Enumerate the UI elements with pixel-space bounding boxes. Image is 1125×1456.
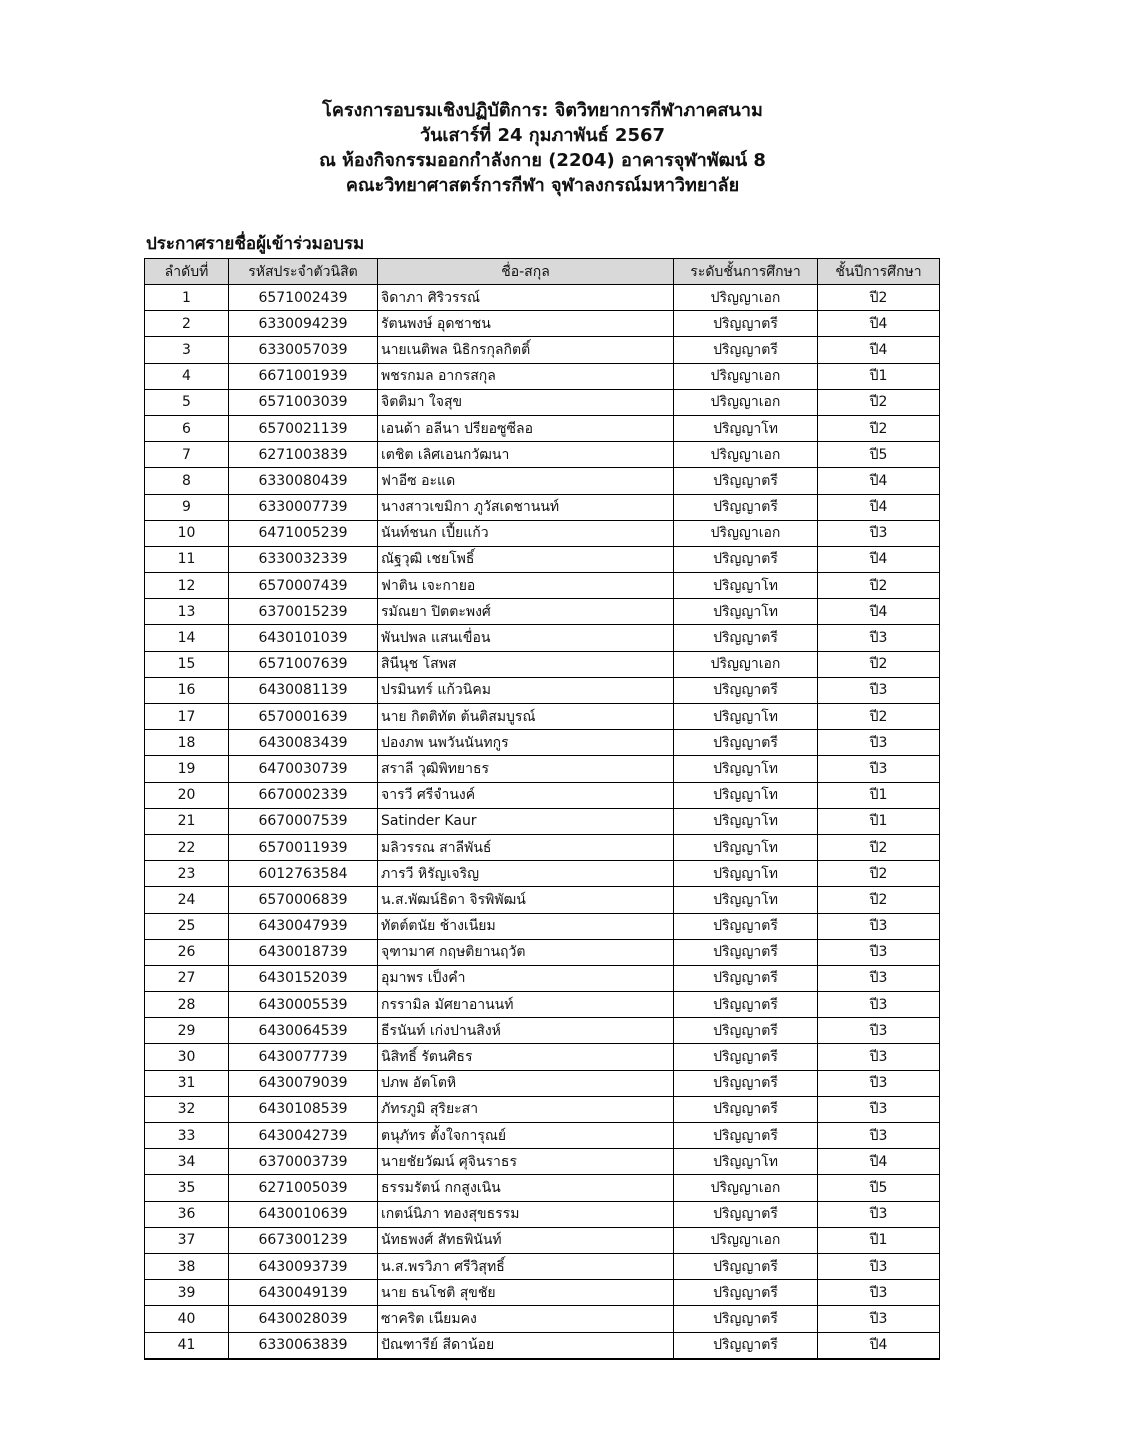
study-year-cell: ปี3: [818, 965, 940, 991]
study-year-cell: ปี4: [818, 468, 940, 494]
degree-level-cell: ปริญญาโท: [674, 756, 818, 782]
table-row: [145, 285, 940, 311]
table-header-row: [145, 259, 940, 285]
degree-level-cell: ปริญญาโท: [674, 834, 818, 860]
row-number-cell: 28: [145, 992, 229, 1018]
row-number-cell: 37: [145, 1227, 229, 1253]
table-row: [145, 1306, 940, 1332]
row-number-cell: 29: [145, 1018, 229, 1044]
student-name-cell: นาย กิตติทัต ต้นติสมบูรณ์: [378, 704, 674, 730]
row-number-cell: 7: [145, 442, 229, 468]
document-header: [0, 98, 1085, 198]
row-number-cell: 34: [145, 1149, 229, 1175]
row-number-cell: 41: [145, 1332, 229, 1359]
row-number-cell: 20: [145, 782, 229, 808]
student-id-cell: 6330094239: [229, 311, 378, 337]
degree-level-cell: ปริญญาเอก: [674, 389, 818, 415]
student-name-cell: ซาคริต เนียมคง: [378, 1306, 674, 1332]
degree-level-cell: ปริญญาตรี: [674, 311, 818, 337]
table-row: [145, 808, 940, 834]
student-id-cell: 6330032339: [229, 546, 378, 572]
degree-level-cell: ปริญญาโท: [674, 573, 818, 599]
participant-table: [144, 258, 940, 1360]
student-name-cell: ปภพ อัตโตหิ: [378, 1070, 674, 1096]
row-number-cell: 22: [145, 834, 229, 860]
study-year-cell: ปี3: [818, 939, 940, 965]
student-id-cell: 6570007439: [229, 573, 378, 599]
degree-level-cell: ปริญญาตรี: [674, 913, 818, 939]
table-row: [145, 1280, 940, 1306]
table-row: [145, 992, 940, 1018]
row-number-cell: 31: [145, 1070, 229, 1096]
student-id-cell: 6271003839: [229, 442, 378, 468]
row-number-cell: 15: [145, 651, 229, 677]
degree-level-cell: ปริญญาตรี: [674, 730, 818, 756]
study-year-cell: ปี2: [818, 861, 940, 887]
study-year-cell: ปี2: [818, 834, 940, 860]
table-row: [145, 337, 940, 363]
study-year-cell: ปี3: [818, 1280, 940, 1306]
row-number-cell: 2: [145, 311, 229, 337]
table-row: [145, 1123, 940, 1149]
student-name-cell: พชรกมล อากรสกุล: [378, 363, 674, 389]
degree-level-cell: ปริญญาโท: [674, 887, 818, 913]
row-number-cell: 23: [145, 861, 229, 887]
row-number-cell: 40: [145, 1306, 229, 1332]
student-name-cell: จุฑามาศ กฤษติยานฤวัต: [378, 939, 674, 965]
degree-level-cell: ปริญญาเอก: [674, 285, 818, 311]
student-name-cell: นายชัยวัฒน์ ศุจินราธร: [378, 1149, 674, 1175]
row-number-cell: 10: [145, 520, 229, 546]
table-row: [145, 861, 940, 887]
table-row: [145, 363, 940, 389]
student-name-cell: จารวี ศรีจำนงค์: [378, 782, 674, 808]
header-project-title: โครงการอบรมเชิงปฏิบัติการ: จิตวิทยาการกีฬาภาคสนาม: [322, 100, 763, 121]
degree-level-cell: ปริญญาตรี: [674, 1280, 818, 1306]
table-row: [145, 1149, 940, 1175]
student-id-cell: 6330063839: [229, 1332, 378, 1359]
table-row: [145, 573, 940, 599]
study-year-cell: ปี3: [818, 1306, 940, 1332]
degree-level-cell: ปริญญาตรี: [674, 992, 818, 1018]
student-id-cell: 6570011939: [229, 834, 378, 860]
student-id-cell: 6370003739: [229, 1149, 378, 1175]
row-number-cell: 32: [145, 1096, 229, 1122]
table-row: [145, 677, 940, 703]
student-id-cell: 6430018739: [229, 939, 378, 965]
student-name-cell: Satinder Kaur: [378, 808, 674, 834]
table-row: [145, 415, 940, 441]
table-row: [145, 651, 940, 677]
student-name-cell: นางสาวเขมิกา ภูวัสเดชานนท์: [378, 494, 674, 520]
student-id-cell: 6330080439: [229, 468, 378, 494]
table-row: [145, 887, 940, 913]
table-row: [145, 1253, 940, 1279]
table-row: [145, 494, 940, 520]
student-id-cell: 6330007739: [229, 494, 378, 520]
student-id-cell: 6430077739: [229, 1044, 378, 1070]
student-name-cell: ภัทรภูมิ สุริยะสา: [378, 1096, 674, 1122]
table-row: [145, 1175, 940, 1201]
student-id-cell: 6430101039: [229, 625, 378, 651]
header-date: วันเสาร์ที่ 24 กุมภาพันธ์ 2567: [419, 125, 666, 146]
student-name-cell: สราลี วุฒิพิทยาธร: [378, 756, 674, 782]
table-row: [145, 730, 940, 756]
student-id-cell: 6571002439: [229, 285, 378, 311]
study-year-cell: ปี2: [818, 285, 940, 311]
student-id-cell: 6430042739: [229, 1123, 378, 1149]
study-year-cell: ปี3: [818, 756, 940, 782]
row-number-cell: 35: [145, 1175, 229, 1201]
student-name-cell: ปองภพ นพวันนันทกูร: [378, 730, 674, 756]
degree-level-cell: ปริญญาโท: [674, 808, 818, 834]
degree-level-cell: ปริญญาตรี: [674, 1332, 818, 1359]
study-year-cell: ปี2: [818, 704, 940, 730]
degree-level-cell: ปริญญาโท: [674, 415, 818, 441]
student-id-cell: 6430083439: [229, 730, 378, 756]
table-row: [145, 1018, 940, 1044]
student-id-cell: 6471005239: [229, 520, 378, 546]
student-name-cell: นันท์ชนก เปี้ยแก้ว: [378, 520, 674, 546]
table-row: [145, 1044, 940, 1070]
study-year-cell: ปี3: [818, 520, 940, 546]
student-id-cell: 6571003039: [229, 389, 378, 415]
degree-level-cell: ปริญญาโท: [674, 599, 818, 625]
student-id-cell: 6430047939: [229, 913, 378, 939]
student-id-cell: 6430005539: [229, 992, 378, 1018]
row-number-cell: 36: [145, 1201, 229, 1227]
degree-level-cell: ปริญญาเอก: [674, 363, 818, 389]
student-id-cell: 6673001239: [229, 1227, 378, 1253]
table-row: [145, 599, 940, 625]
student-name-cell: จิดาภา ศิริวรรณ์: [378, 285, 674, 311]
degree-level-cell: ปริญญาตรี: [674, 1096, 818, 1122]
table-body: [145, 285, 940, 1359]
student-name-cell: เอนด้า อลีนา ปรียอซูซีลอ: [378, 415, 674, 441]
student-name-cell: ทัตต์ตนัย ช้างเนียม: [378, 913, 674, 939]
column-header-degree-level: ระดับชั้นการศึกษา: [674, 259, 818, 285]
study-year-cell: ปี3: [818, 1096, 940, 1122]
student-name-cell: กรรามิล มัศยาอานนท์: [378, 992, 674, 1018]
study-year-cell: ปี4: [818, 1149, 940, 1175]
study-year-cell: ปี4: [818, 546, 940, 572]
degree-level-cell: ปริญญาโท: [674, 782, 818, 808]
degree-level-cell: ปริญญาโท: [674, 704, 818, 730]
table-row: [145, 442, 940, 468]
degree-level-cell: ปริญญาเอก: [674, 442, 818, 468]
student-name-cell: นาย ธนโชติ สุขชัย: [378, 1280, 674, 1306]
student-name-cell: ปัณฑารีย์ สีดาน้อย: [378, 1332, 674, 1359]
study-year-cell: ปี3: [818, 1123, 940, 1149]
row-number-cell: 38: [145, 1253, 229, 1279]
study-year-cell: ปี1: [818, 782, 940, 808]
student-name-cell: จิตติมา ใจสุข: [378, 389, 674, 415]
table-row: [145, 704, 940, 730]
student-id-cell: 6670002339: [229, 782, 378, 808]
degree-level-cell: ปริญญาตรี: [674, 1044, 818, 1070]
student-name-cell: ธรรมรัตน์ กกสูงเนิน: [378, 1175, 674, 1201]
study-year-cell: ปี2: [818, 887, 940, 913]
degree-level-cell: ปริญญาตรี: [674, 625, 818, 651]
degree-level-cell: ปริญญาเอก: [674, 651, 818, 677]
study-year-cell: ปี3: [818, 1044, 940, 1070]
column-header-study-year: ชั้นปีการศึกษา: [818, 259, 940, 285]
table-row: [145, 913, 940, 939]
table-header: [145, 259, 940, 285]
table-row: [145, 756, 940, 782]
student-name-cell: พันปพล แสนเขื่อน: [378, 625, 674, 651]
degree-level-cell: ปริญญาตรี: [674, 965, 818, 991]
student-id-cell: 6670007539: [229, 808, 378, 834]
degree-level-cell: ปริญญาตรี: [674, 337, 818, 363]
table-row: [145, 546, 940, 572]
row-number-cell: 24: [145, 887, 229, 913]
table-row: [145, 1096, 940, 1122]
row-number-cell: 11: [145, 546, 229, 572]
degree-level-cell: ปริญญาโท: [674, 861, 818, 887]
degree-level-cell: ปริญญาตรี: [674, 1253, 818, 1279]
announcement-title: ประกาศรายชื่อผู้เข้าร่วมอบรม: [146, 234, 365, 254]
study-year-cell: ปี3: [818, 730, 940, 756]
row-number-cell: 9: [145, 494, 229, 520]
student-name-cell: ธีรนันท์ เก่งปานสิงห์: [378, 1018, 674, 1044]
student-id-cell: 6430049139: [229, 1280, 378, 1306]
student-id-cell: 6671001939: [229, 363, 378, 389]
student-id-cell: 6570006839: [229, 887, 378, 913]
degree-level-cell: ปริญญาตรี: [674, 1306, 818, 1332]
row-number-cell: 5: [145, 389, 229, 415]
row-number-cell: 19: [145, 756, 229, 782]
degree-level-cell: ปริญญาตรี: [674, 1123, 818, 1149]
row-number-cell: 17: [145, 704, 229, 730]
student-name-cell: ภารวี หิรัญเจริญ: [378, 861, 674, 887]
study-year-cell: ปี3: [818, 992, 940, 1018]
degree-level-cell: ปริญญาตรี: [674, 1201, 818, 1227]
degree-level-cell: ปริญญาเอก: [674, 520, 818, 546]
row-number-cell: 16: [145, 677, 229, 703]
student-id-cell: 6271005039: [229, 1175, 378, 1201]
student-name-cell: น.ส.พัฒน์ธิดา จิรพิพัฒน์: [378, 887, 674, 913]
study-year-cell: ปี4: [818, 494, 940, 520]
study-year-cell: ปี1: [818, 363, 940, 389]
row-number-cell: 6: [145, 415, 229, 441]
row-number-cell: 1: [145, 285, 229, 311]
student-id-cell: 6570001639: [229, 704, 378, 730]
header-faculty: คณะวิทยาศาสตร์การกีฬา จุฬาลงกรณ์มหาวิทยาลัย: [345, 175, 740, 196]
student-id-cell: 6330057039: [229, 337, 378, 363]
table-row: [145, 1332, 940, 1359]
student-id-cell: 6570021139: [229, 415, 378, 441]
student-name-cell: ฟาติน เจะกายอ: [378, 573, 674, 599]
study-year-cell: ปี2: [818, 573, 940, 599]
student-name-cell: นิสิทธิ์ รัตนศิธร: [378, 1044, 674, 1070]
student-name-cell: รัตนพงษ์ อุดชาชน: [378, 311, 674, 337]
table-row: [145, 1070, 940, 1096]
row-number-cell: 12: [145, 573, 229, 599]
student-id-cell: 6430010639: [229, 1201, 378, 1227]
table-row: [145, 389, 940, 415]
student-id-cell: 6430028039: [229, 1306, 378, 1332]
student-id-cell: 6571007639: [229, 651, 378, 677]
student-name-cell: เกตน์นิภา ทองสุขธรรม: [378, 1201, 674, 1227]
row-number-cell: 3: [145, 337, 229, 363]
student-name-cell: สินีนุช โสพส: [378, 651, 674, 677]
table-row: [145, 834, 940, 860]
study-year-cell: ปี2: [818, 651, 940, 677]
table-row: [145, 782, 940, 808]
column-header-full-name: ชื่อ-สกุล: [378, 259, 674, 285]
degree-level-cell: ปริญญาโท: [674, 1149, 818, 1175]
degree-level-cell: ปริญญาตรี: [674, 1070, 818, 1096]
table-row: [145, 311, 940, 337]
student-id-cell: 6430152039: [229, 965, 378, 991]
row-number-cell: 18: [145, 730, 229, 756]
study-year-cell: ปี4: [818, 337, 940, 363]
study-year-cell: ปี3: [818, 1070, 940, 1096]
study-year-cell: ปี4: [818, 1332, 940, 1359]
degree-level-cell: ปริญญาตรี: [674, 494, 818, 520]
study-year-cell: ปี3: [818, 1201, 940, 1227]
row-number-cell: 13: [145, 599, 229, 625]
study-year-cell: ปี4: [818, 599, 940, 625]
column-header-student-id: รหัสประจำตัวนิสิต: [229, 259, 378, 285]
student-id-cell: 6430108539: [229, 1096, 378, 1122]
row-number-cell: 30: [145, 1044, 229, 1070]
student-name-cell: น.ส.พรวิภา ศรีวิสุทธิ์: [378, 1253, 674, 1279]
study-year-cell: ปี4: [818, 311, 940, 337]
degree-level-cell: ปริญญาเอก: [674, 1175, 818, 1201]
row-number-cell: 39: [145, 1280, 229, 1306]
student-id-cell: 6012763584: [229, 861, 378, 887]
student-id-cell: 6430081139: [229, 677, 378, 703]
student-name-cell: ปรมินทร์ แก้วนิคม: [378, 677, 674, 703]
row-number-cell: 8: [145, 468, 229, 494]
study-year-cell: ปี3: [818, 913, 940, 939]
header-venue: ณ ห้องกิจกรรมออกกำลังกาย (2204) อาคารจุฬาพัฒน์ 8: [319, 150, 766, 171]
student-id-cell: 6470030739: [229, 756, 378, 782]
study-year-cell: ปี5: [818, 1175, 940, 1201]
row-number-cell: 4: [145, 363, 229, 389]
study-year-cell: ปี3: [818, 1018, 940, 1044]
degree-level-cell: ปริญญาตรี: [674, 468, 818, 494]
student-name-cell: นัทธพงศ์ สัทธพินันท์: [378, 1227, 674, 1253]
column-header-number: ลำดับที่: [145, 259, 229, 285]
table-row: [145, 520, 940, 546]
row-number-cell: 27: [145, 965, 229, 991]
degree-level-cell: ปริญญาเอก: [674, 1227, 818, 1253]
degree-level-cell: ปริญญาตรี: [674, 677, 818, 703]
study-year-cell: ปี5: [818, 442, 940, 468]
student-id-cell: 6430064539: [229, 1018, 378, 1044]
table-row: [145, 965, 940, 991]
student-name-cell: รมัณยา ปิตตะพงศ์: [378, 599, 674, 625]
table-row: [145, 939, 940, 965]
degree-level-cell: ปริญญาตรี: [674, 1018, 818, 1044]
row-number-cell: 21: [145, 808, 229, 834]
study-year-cell: ปี2: [818, 415, 940, 441]
study-year-cell: ปี3: [818, 677, 940, 703]
student-name-cell: ณัฐวุฒิ เชยโพธิ์: [378, 546, 674, 572]
table-row: [145, 625, 940, 651]
study-year-cell: ปี3: [818, 1253, 940, 1279]
row-number-cell: 26: [145, 939, 229, 965]
student-id-cell: 6430079039: [229, 1070, 378, 1096]
row-number-cell: 14: [145, 625, 229, 651]
student-name-cell: เตชิต เลิศเอนกวัฒนา: [378, 442, 674, 468]
table-row: [145, 468, 940, 494]
study-year-cell: ปี1: [818, 808, 940, 834]
study-year-cell: ปี1: [818, 1227, 940, 1253]
degree-level-cell: ปริญญาตรี: [674, 546, 818, 572]
degree-level-cell: ปริญญาตรี: [674, 939, 818, 965]
row-number-cell: 33: [145, 1123, 229, 1149]
study-year-cell: ปี2: [818, 389, 940, 415]
row-number-cell: 25: [145, 913, 229, 939]
student-name-cell: ฟาอีซ อะแด: [378, 468, 674, 494]
student-id-cell: 6430093739: [229, 1253, 378, 1279]
student-name-cell: ตนุภัทร ตั้งใจการุณย์: [378, 1123, 674, 1149]
student-id-cell: 6370015239: [229, 599, 378, 625]
student-name-cell: นายเนติพล นิธิกรกุลกิตติ์: [378, 337, 674, 363]
table-row: [145, 1201, 940, 1227]
table-row: [145, 1227, 940, 1253]
student-name-cell: มลิวรรณ สาลีพันธ์: [378, 834, 674, 860]
study-year-cell: ปี3: [818, 625, 940, 651]
student-name-cell: อุมาพร เป็งคำ: [378, 965, 674, 991]
